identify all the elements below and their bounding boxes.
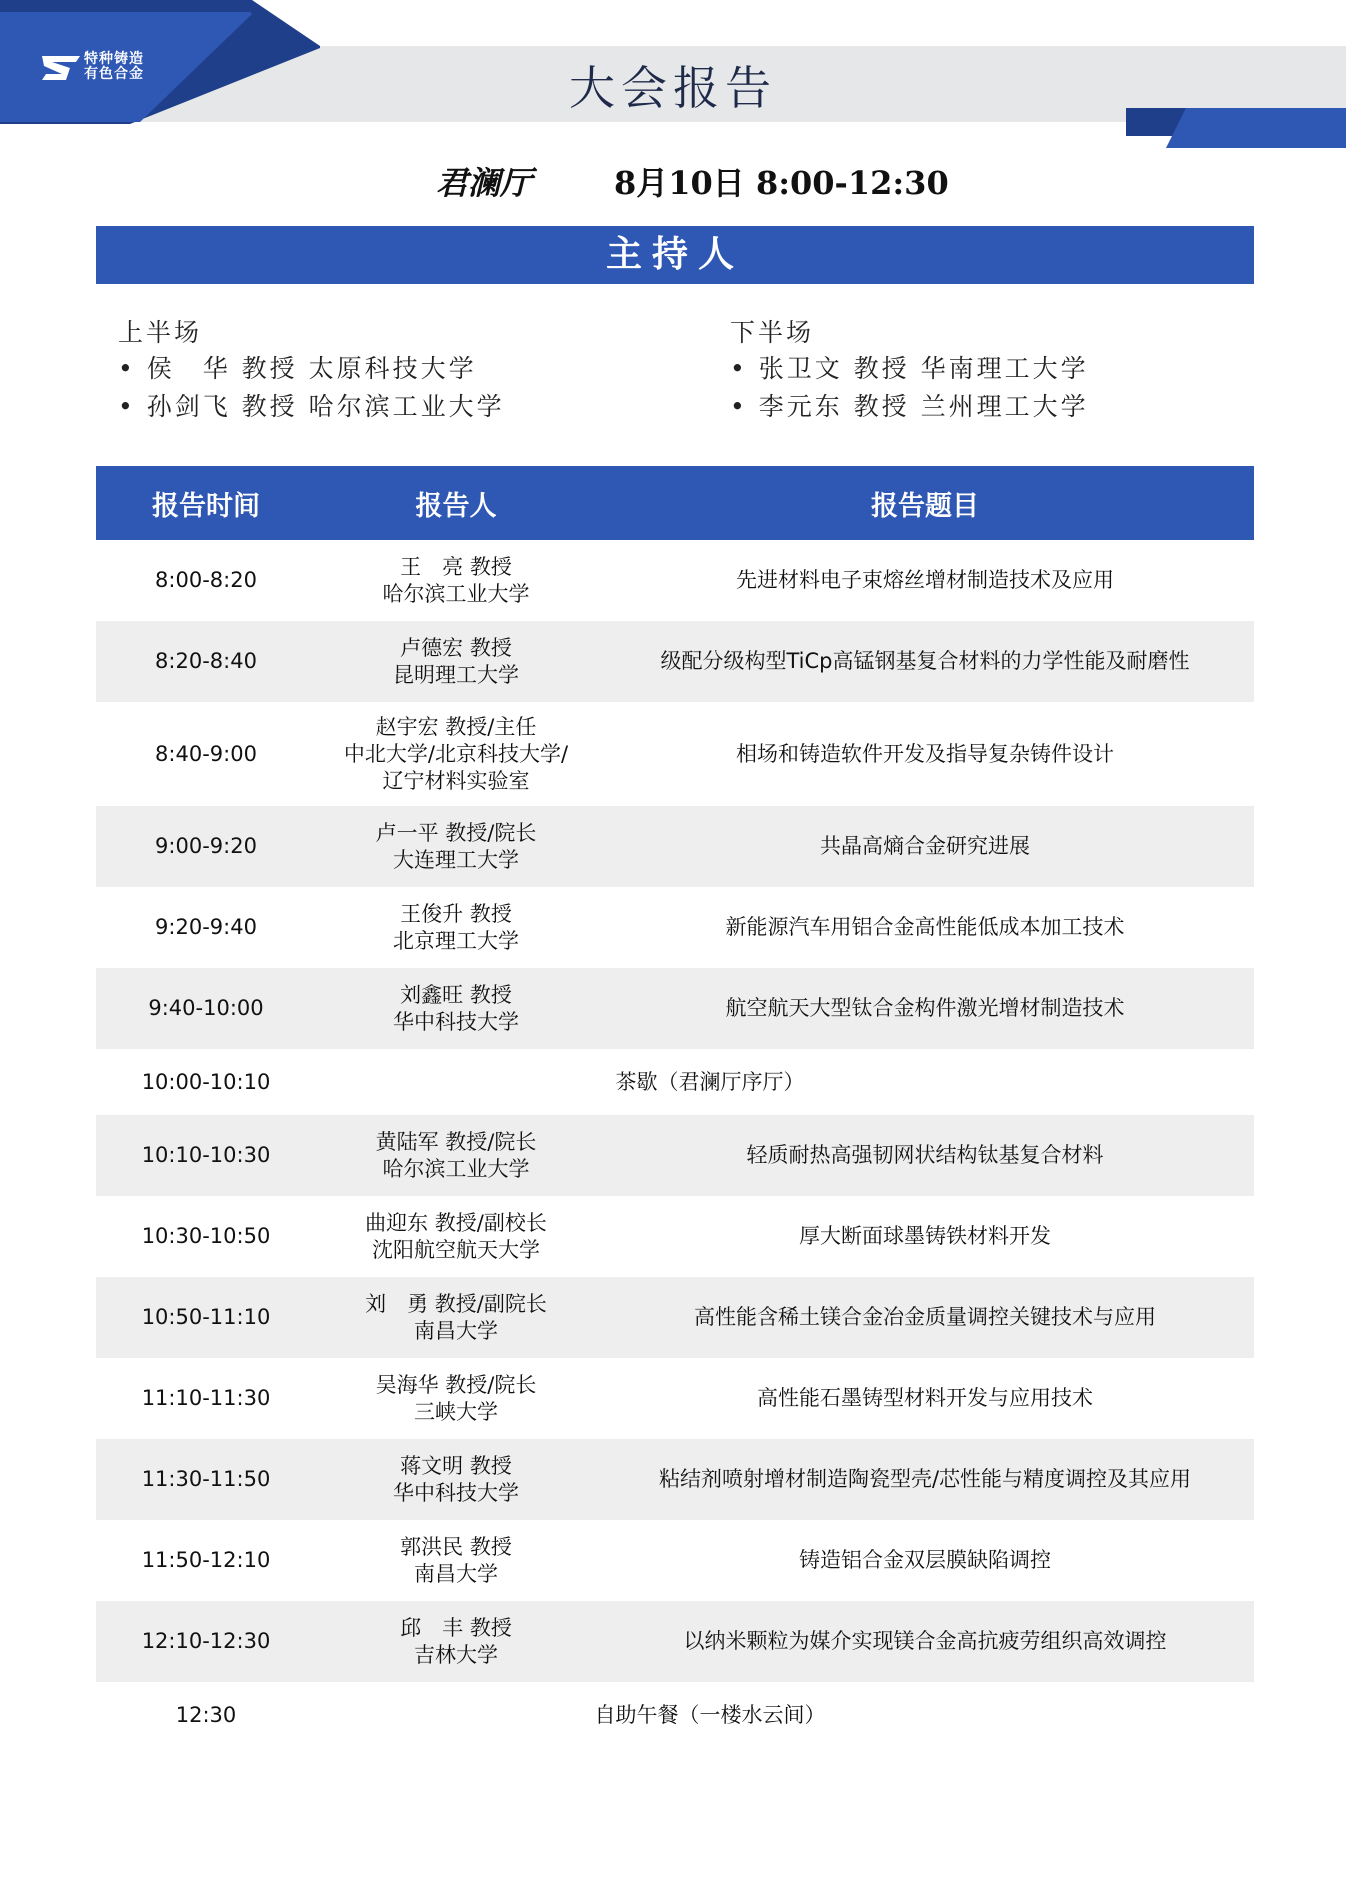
row-time: 9:20-9:40 [155,915,257,939]
row-topic: 高性能含稀土镁合金冶金质量调控关键技术与应用 [596,1277,1254,1358]
second-half-hosts [730,314,1089,426]
schedule-table [96,466,1254,1748]
break-label: 自助午餐（一楼水云间） [594,1702,826,1727]
table-row [96,1196,1254,1277]
header-speaker: 报告人 [316,466,596,540]
row-topic: 共晶高熵合金研究进展 [596,806,1254,887]
table-row [96,1439,1254,1520]
logo-text: 特种铸造 有色合金 [84,51,144,82]
table-row [96,806,1254,887]
header-time: 报告时间 [96,466,316,540]
host-item: • 李元东 教授 兰州理工大学 [730,388,1089,426]
table-row [96,1601,1254,1682]
break-label: 茶歇（君澜厅序厅） [615,1069,805,1094]
table-row [96,887,1254,968]
row-time: 11:10-11:30 [141,1386,271,1410]
row-speaker: 卢德宏 教授 昆明理工大学 [316,621,596,702]
row-time: 12:30 [175,1702,237,1727]
session-info [0,158,1346,202]
row-time: 10:00-10:10 [141,1069,271,1094]
row-speaker: 刘 勇 教授/副院长 南昌大学 [316,1277,596,1358]
row-topic: 轻质耐热高强韧网状结构钛基复合材料 [596,1115,1254,1196]
row-time: 10:30-10:50 [141,1224,271,1248]
session-datetime: 8月10日 8:00-12:30 [614,164,949,202]
row-speaker: 邱 丰 教授 吉林大学 [316,1601,596,1682]
row-time: 9:40-10:00 [96,968,316,1049]
session-venue: 君澜厅 [436,164,533,202]
row-topic: 厚大断面球墨铸铁材料开发 [799,1224,1051,1248]
row-topic: 新能源汽车用铝合金高性能低成本加工技术 [725,915,1125,939]
break-row [96,1049,1254,1115]
table-row [96,702,1254,806]
row-time: 11:30-11:50 [96,1439,316,1520]
row-speaker: 卢一平 教授/院长 大连理工大学 [316,806,596,887]
row-time: 8:00-8:20 [155,568,257,592]
table-header-row [96,466,1254,540]
row-topic: 先进材料电子束熔丝增材制造技术及应用 [736,568,1114,592]
table-row [96,1358,1254,1439]
row-speaker: 黄陆军 教授/院长 哈尔滨工业大学 [316,1115,596,1196]
table-row [96,540,1254,621]
table-row [96,1520,1254,1601]
first-half-hosts [118,314,505,426]
row-time: 10:50-11:10 [96,1277,316,1358]
row-time: 8:20-8:40 [96,621,316,702]
header-topic: 报告题目 [596,466,1254,540]
row-time: 8:40-9:00 [155,741,257,766]
host-section-bar: 主持人 [96,226,1254,284]
table-row [96,1277,1254,1358]
row-topic: 以纳米颗粒为媒介实现镁合金高抗疲劳组织高效调控 [596,1601,1254,1682]
row-speaker: 王俊升 教授 北京理工大学 [393,901,519,953]
table-row [96,968,1254,1049]
break-row [96,1682,1254,1748]
row-speaker: 赵宇宏 教授/主任 中北大学/北京科技大学/ 辽宁材料实验室 [343,714,569,793]
host-item: • 侯 华 教授 太原科技大学 [118,350,505,388]
row-speaker: 吴海华 教授/院长 三峡大学 [375,1372,537,1424]
row-speaker: 曲迎东 教授/副校长 沈阳航空航天大学 [365,1210,547,1262]
row-topic: 级配分级构型TiCp高锰钢基复合材料的力学性能及耐磨性 [596,621,1254,702]
row-speaker: 王 亮 教授 哈尔滨工业大学 [382,554,530,606]
row-topic: 铸造铝合金双层膜缺陷调控 [799,1548,1051,1572]
row-speaker: 蒋文明 教授 华中科技大学 [316,1439,596,1520]
row-speaker: 郭洪民 教授 南昌大学 [400,1534,512,1586]
row-topic: 航空航天大型钛合金构件激光增材制造技术 [596,968,1254,1049]
first-half-title: 上半场 [118,318,203,347]
host-item: • 孙剑飞 教授 哈尔滨工业大学 [118,388,505,426]
row-speaker: 刘鑫旺 教授 华中科技大学 [316,968,596,1049]
row-topic: 粘结剂喷射增材制造陶瓷型壳/芯性能与精度调控及其应用 [596,1439,1254,1520]
row-time: 11:50-12:10 [141,1548,271,1572]
row-time: 9:00-9:20 [96,806,316,887]
host-item: • 张卫文 教授 华南理工大学 [730,350,1089,388]
row-time: 10:10-10:30 [96,1115,316,1196]
second-half-title: 下半场 [730,318,815,347]
row-topic: 高性能石墨铸型材料开发与应用技术 [757,1386,1093,1410]
table-row [96,621,1254,702]
row-time: 12:10-12:30 [96,1601,316,1682]
row-topic: 相场和铸造软件开发及指导复杂铸件设计 [736,741,1114,766]
table-row [96,1115,1254,1196]
page-title: 大会报告 [569,61,777,115]
